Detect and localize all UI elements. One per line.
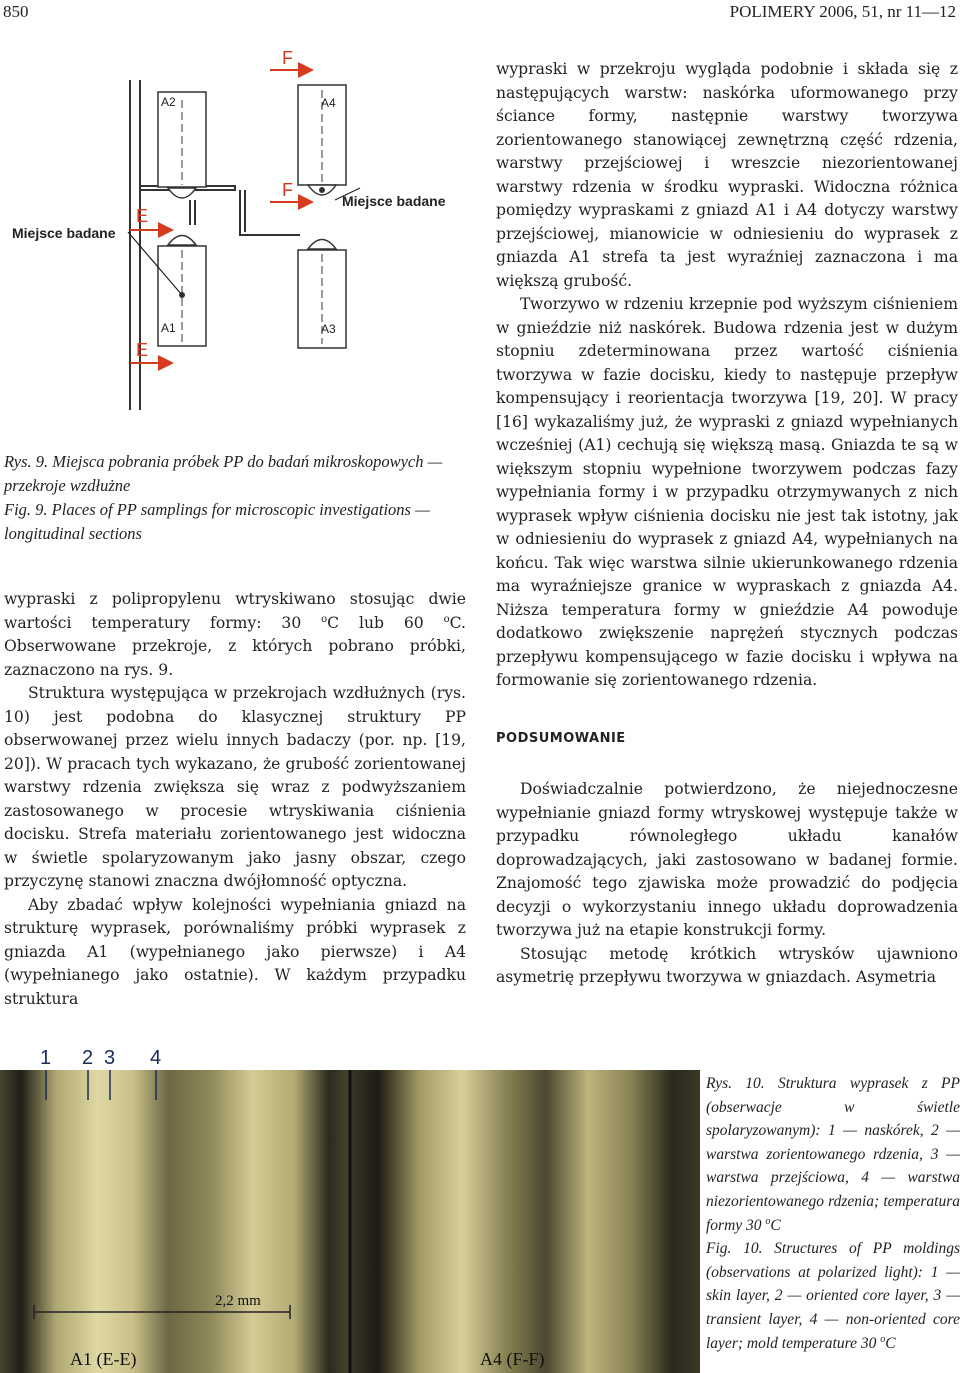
micrograph-a4 — [350, 1070, 700, 1373]
label-a4: A4 — [321, 96, 336, 110]
figure-10-micrograph — [0, 1040, 700, 1373]
page-number: 850 — [3, 2, 29, 21]
paragraph: Tworzywo w rdzeniu krzepnie pod wyższym ciśnieniem w gnieździe niż naskórek. Budowa rdzenia jest w dużym stopniu zdeterminowana przez wartość ciśnienia tworzywa w fazie docisku, kiedy to następuje przepływ kompensujący i reorientacja tworzywa [19, 20]. W pracy [16] wykazaliśmy już, że wypraski z gniazd wypełnianych wcześniej (A1) cechują się większą masą. Gniazda te są w większym stopniu wypełnione tworzywem podczas fazy wypełniania formy i w przypadku otrzymywanych z nich wyprasek wpływ ciśnienia docisku nie jest tak istotny, jak w odniesieniu do wyprasek z gniazd A4, wypełnianych na końcu. Tak więc warstwa silnie ukierunkowanego rdzenia ma wyraźniejsze granice w wypraskach z gniazda A4. Niższa temperatura formy w gnieździe A4 powoduje dodatkowo zwiększenie naprężeń stycznych podczas przepływu kompensującego w fazie docisku i wpływa na formowanie się zorientowanego rdzenia. — [496, 295, 958, 689]
label-f-mid: F — [282, 180, 293, 200]
caption-pl: Rys. 10. Struktura wyprasek z PP (obserwacje w świetle spolaryzowanym): 1 — naskórek, 2 — warstwa zorientowanego rdzenia, 3 — warstwa przejściowa, 4 — warstwa niezorientowanego rdzenia; temperatura formy 30 $^o$C — [706, 1075, 960, 1234]
journal-reference: POLIMERY 2006, 51, nr 11—12 — [729, 2, 956, 21]
paragraph: Aby zbadać wpływ kolejności wypełniania gniazd na strukturę wyprasek, porównaliśmy próbki wyprasek z gniazda A1 (wypełnianego jako pierwsze) i A4 (wypełnianego jako ostatnie). W każdym przypadku struktura — [4, 895, 466, 1008]
label-a4-ff: A4 (F-F) — [480, 1349, 545, 1369]
running-header — [0, 0, 960, 22]
right-text-column — [496, 58, 958, 990]
paragraph: wypraski z polipropylenu wtryskiwano stosując dwie wartości temperatury formy: 30 $^o$C lub 60 $^o$C. Obserwowane przekroje, z których pobrano próbki, zaznaczono na rys. 9. — [4, 590, 466, 679]
paragraph: Stosując metodę krótkich wtrysków ujawniono asymetrię przepływu tworzywa w gniazdach. Asymetria — [496, 944, 958, 986]
marker-4: 4 — [150, 1047, 162, 1069]
marker-2: 2 — [82, 1047, 94, 1069]
label-e-bottom: E — [136, 340, 149, 360]
paragraph: Doświadczalnie potwierdzono, że niejednoczesne wypełnianie gniazd formy wtryskowej występuje także w przypadku równoległego układu kanałów doprowadzających, jaki zastosowano w badanej formie. Znajomość tego zjawiska może prowadzić do podjęcia decyzji o wykorzystaniu innego układu doprowadzenia tworzywa już na etapie konstrukcji formy. — [496, 780, 958, 939]
scale-label: 2,2 mm — [215, 1293, 261, 1309]
figure-9-diagram — [0, 40, 480, 450]
label-e-top: E — [136, 206, 149, 226]
caption-en: Fig. 10. Structures of PP moldings (observations at polarized light): 1 — skin layer, 2 — oriented core layer, 3 — transient layer, 4 — non-oriented core layer; mold temperature 30 $^o$C — [706, 1240, 960, 1352]
label-a3: A3 — [321, 322, 336, 336]
label-a1-ee: A1 (E-E) — [70, 1349, 137, 1369]
caption-pl: Rys. 9. Miejsca pobrania próbek PP do badań mikroskopowych — przekroje wzdłużne — [4, 452, 443, 495]
label-a2: A2 — [161, 95, 176, 109]
section-heading: PODSUMOWANIE — [496, 730, 626, 746]
figure-9-caption — [4, 450, 466, 546]
label-place-left: Miejsce badane — [12, 225, 116, 241]
paragraph: wypraski w przekroju wygląda podobnie i składa się z następujących warstw: naskórka uformowanego przy ściance formy, następnie warstwy tworzywa zorientowanego stanowiącej zewnętrzną część rdzenia, warstwy przejściowej i wreszcie niezorientowanej warstwy rdzenia w środku wypraski. Widoczna różnica pomiędzy wypraskami z gniazd A1 i A4 dotyczy warstwy przejściowej, mianowicie w odniesieniu do wyprasek z gniazda A1 strefa ta jest wyraźniej zaznaczona i ma większą grubość. — [496, 60, 958, 290]
label-f-top: F — [282, 48, 293, 68]
runner-system — [130, 80, 300, 410]
marker-3: 3 — [104, 1047, 116, 1069]
marker-1: 1 — [40, 1047, 52, 1069]
label-place-right: Miejsce badane — [342, 193, 446, 209]
figure-10-caption — [706, 1072, 960, 1355]
micrograph-a1 — [0, 1070, 350, 1373]
label-a1: A1 — [161, 321, 176, 335]
left-text-column — [4, 588, 466, 1011]
paragraph: Struktura występująca w przekrojach wzdłużnych (rys. 10) jest podobna do klasycznej struktury PP obserwowanej przez wielu innych badaczy (por. np. [19, 20]). W pracach tych wykazano, że grubość zorientowanej warstwy rdzenia zwiększa się wraz z podwyższaniem zastosowanego w procesie wtryskiwania ciśnienia docisku. Strefa materiału zorientowanego jest widoczna w świetle spolaryzowanym jako jasny obszar, czego przyczynę stanowi znaczna dwójłomność optyczna. — [4, 684, 466, 890]
caption-en: Fig. 9. Places of PP samplings for microscopic investigations — longitudinal sections — [4, 500, 430, 543]
